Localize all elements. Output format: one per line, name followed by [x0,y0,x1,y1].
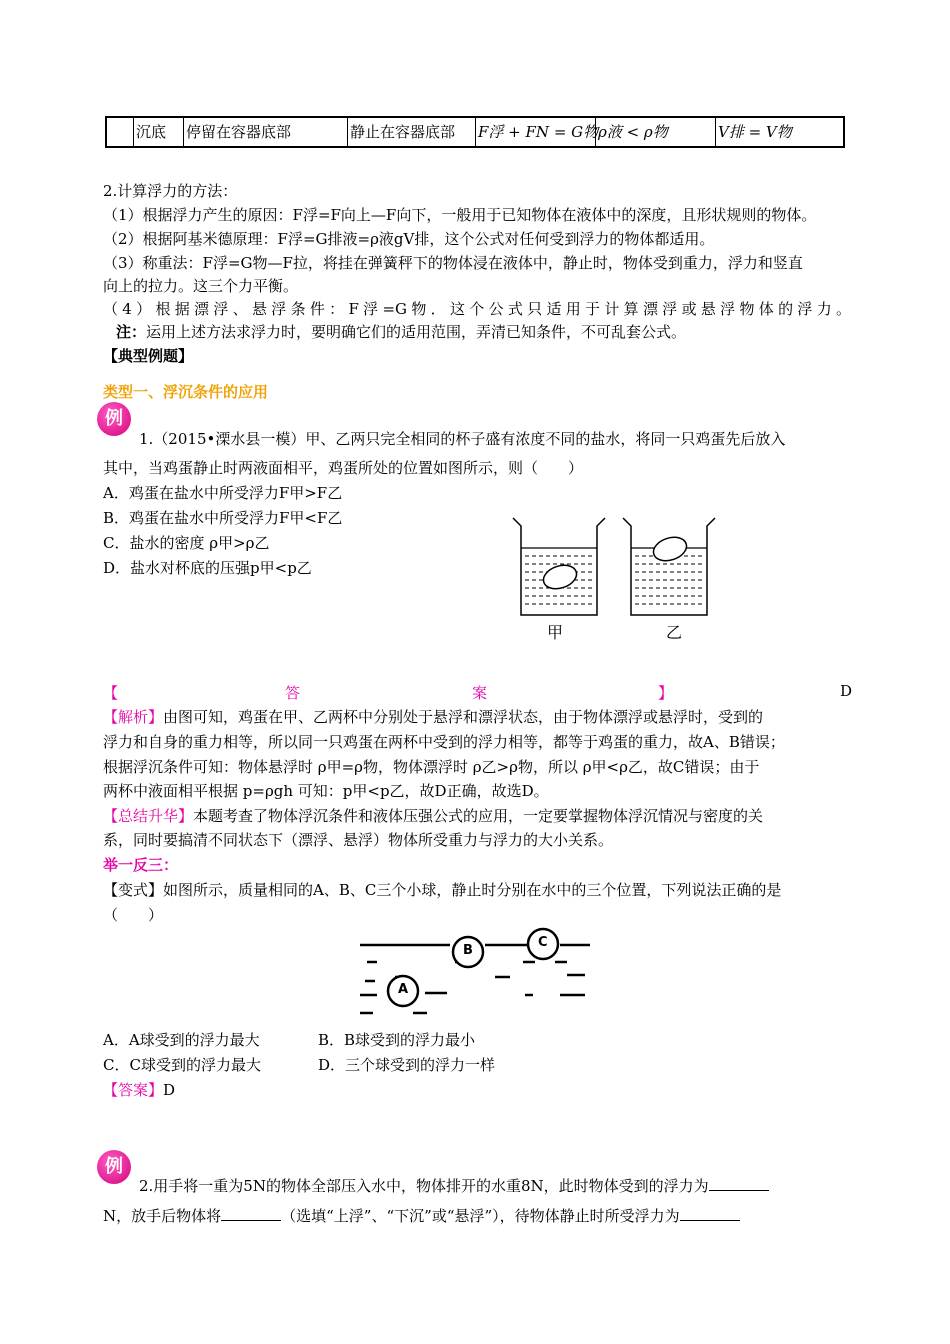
q1-option-a: A．鸡蛋在盐水中所受浮力F甲>F乙 [103,484,343,502]
table-cell-state: 沉底 [133,118,184,146]
example-badge-2: 例 [97,1150,131,1184]
method-2: （2）根据阿基米德原理：F浮=G排液=ρ液gV排，这个公式对任何受到浮力的物体都适用。 [103,230,715,248]
methods-title: 2.计算浮力的方法： [103,182,238,200]
variant-heading: 举一反三： [103,856,179,874]
q2-stem-line-1: 2.用手将一重为5N的物体全部压入水中，物体排开的水重8N，此时物体受到的浮力为 [139,1176,769,1196]
answer-bracket-right: 】 [658,684,674,702]
table-cell-force-formula: F浮 + FN = G物 [475,118,594,146]
example-badge-1: 例 [97,402,131,436]
note [116,322,686,342]
blank-final-buoyancy[interactable] [680,1206,740,1221]
method-3-line-2: 向上的拉力。这三个力平衡。 [103,277,299,295]
beakers-figure [505,512,720,647]
type-1-heading: 类型一、浮沉条件的应用 [103,383,269,401]
q1-option-d: D．盐水对杯底的压强p甲<p乙 [103,559,312,577]
table-cell-volume-relation: V排 = V物 [715,118,844,146]
egg-yi [650,533,689,564]
balls-figure [355,925,595,1020]
variant-option-d: D．三个球受到的浮力一样 [318,1056,496,1074]
q1-option-b: B．鸡蛋在盐水中所受浮力F甲<F乙 [103,509,343,527]
note-text: 运用上述方法求浮力时，要明确它们的适用范围，弄清已知条件，不可乱套公式。 [146,323,687,341]
answer-char-1: 答 [285,684,301,702]
variant-option-b: B．B球受到的浮力最小 [318,1031,476,1049]
blank-motion[interactable] [221,1206,281,1221]
table-cell-density-relation: ρ液 < ρ物 [595,118,714,146]
summary-line-1: 【总结升华】本题考查了物体浮沉条件和液体压强公式的应用，一定要掌握物体浮沉情况与密度的关 [103,807,764,825]
method-3-line-1: （3）称重法：F浮=G物—F拉，将挂在弹簧秤下的物体浸在液体中，静止时，物体受到重力，浮力和竖直 [103,254,803,272]
answer-char-2: 案 [472,684,488,702]
q1-stem-line-2: 其中，当鸡蛋静止时两液面相平，鸡蛋所处的位置如图所示，则（ ） [103,459,584,477]
variant-stem-line-1: 【变式】如图所示，质量相同的A、B、C三个小球，静止时分别在水中的三个位置，下列说法正确的是 [103,881,782,899]
variant-option-c: C．C球受到的浮力最大 [103,1056,261,1074]
q2-stem-line-2: N，放手后物体将 （选填“上浮”、“下沉”或“悬浮”），待物体静止时所受浮力为 [103,1206,740,1226]
ball-c-label: C [538,935,548,950]
ball-a-label: A [398,982,409,997]
q1-option-c: C．盐水的密度 ρ甲>ρ乙 [103,534,270,552]
answer-bracket-left: 【 [103,684,119,702]
blank-buoyancy[interactable] [709,1176,769,1191]
analysis-line-2: 浮力和自身的重力相等，所以同一只鸡蛋在两杯中受到的浮力相等，都等于鸡蛋的重力，故A、B错误； [103,733,785,751]
table-cell-phenomenon: 停留在容器底部 [183,118,346,146]
table-cell-condition: 静止在容器底部 [347,118,474,146]
label-jia: 甲 [547,623,564,642]
analysis-line-3: 根据浮沉条件可知：物体悬浮时 ρ甲=ρ物，物体漂浮时 ρ乙>ρ物，所以 ρ甲<ρ乙，故C错误；由于 [103,758,760,776]
variant-stem-line-2: （ ） [103,906,164,924]
variant-option-a: A．A球受到的浮力最大 [103,1031,260,1049]
analysis-line-4: 两杯中液面相平根据 p=ρgh 可知：p甲<p乙，故D正确，故选D。 [103,782,549,800]
q1-stem-line-1: 1.（2015•溧水县一模）甲、乙两只完全相同的杯子盛有浓度不同的盐水，将同一只鸡蛋先后放入 [139,430,786,448]
summary-line-2: 系，同时要搞清不同状态下（漂浮、悬浮）物体所受重力与浮力的大小关系。 [103,831,614,849]
method-1: （1）根据浮力产生的原因：F浮=F向上—F向下，一般用于已知物体在液体中的深度，且形状规则的物体。 [103,206,817,224]
note-label: 注： [116,323,147,341]
beaker-jia [513,518,605,615]
beaker-yi [623,518,715,615]
variant-answer: 【答案】D [103,1081,176,1099]
float-sink-table [105,116,845,148]
typical-examples-heading: 【典型例题】 [103,347,194,365]
label-yi: 乙 [666,623,683,642]
ball-b-label: B [463,943,473,958]
method-4: （4）根据漂浮、悬浮条件：F浮=G物．这个公式只适用于计算漂浮或悬浮物体的浮力。 [103,300,851,318]
analysis-line-1: 【解析】由图可知，鸡蛋在甲、乙两杯中分别处于悬浮和漂浮状态，由于物体漂浮或悬浮时，受到的 [103,708,764,726]
q1-answer: D [840,682,853,700]
